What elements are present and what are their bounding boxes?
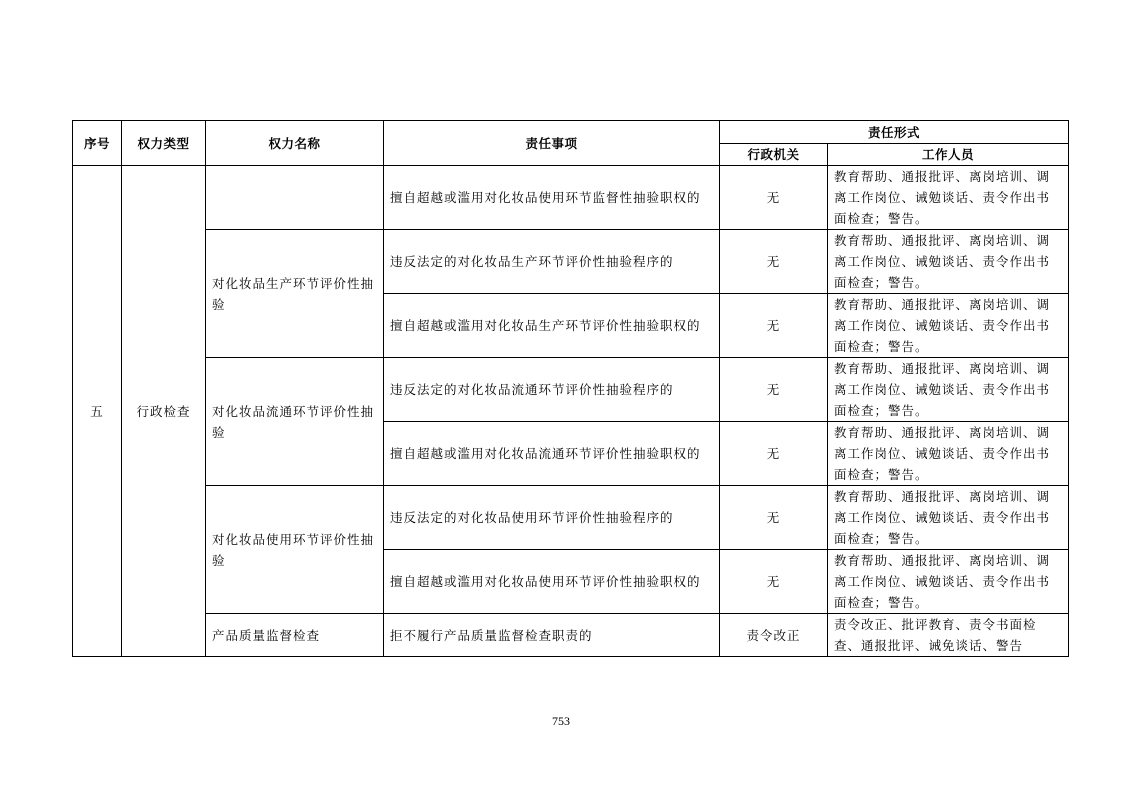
cell-admin: 无 bbox=[720, 230, 828, 294]
cell-matter: 违反法定的对化妆品生产环节评价性抽验程序的 bbox=[384, 230, 720, 294]
table-row bbox=[73, 614, 1069, 657]
cell-power-name: 对化妆品生产环节评价性抽验 bbox=[206, 230, 384, 358]
header-staff: 工作人员 bbox=[828, 144, 1069, 166]
cell-matter: 擅自超越或滥用对化妆品使用环节评价性抽验职权的 bbox=[384, 550, 720, 614]
cell-staff: 教育帮助、通报批评、离岗培训、调离工作岗位、诫勉谈话、责令作出书面检查；警告。 bbox=[828, 166, 1069, 230]
responsibility-table bbox=[72, 120, 1069, 657]
cell-admin: 无 bbox=[720, 422, 828, 486]
header-responsibility-form: 责任形式 bbox=[720, 121, 1069, 144]
cell-staff: 教育帮助、通报批评、离岗培训、调离工作岗位、诫勉谈话、责令作出书面检查；警告。 bbox=[828, 358, 1069, 422]
header-power-type: 权力类型 bbox=[122, 121, 206, 166]
cell-admin: 无 bbox=[720, 358, 828, 422]
page-number: 753 bbox=[552, 714, 570, 728]
table-row bbox=[73, 486, 1069, 550]
cell-seq: 五 bbox=[73, 166, 122, 657]
cell-matter: 擅自超越或滥用对化妆品生产环节评价性抽验职权的 bbox=[384, 294, 720, 358]
cell-admin: 无 bbox=[720, 166, 828, 230]
cell-staff: 教育帮助、通报批评、离岗培训、调离工作岗位、诫勉谈话、责令作出书面检查；警告。 bbox=[828, 550, 1069, 614]
cell-matter: 违反法定的对化妆品使用环节评价性抽验程序的 bbox=[384, 486, 720, 550]
cell-matter: 拒不履行产品质量监督检查职责的 bbox=[384, 614, 720, 657]
cell-admin: 无 bbox=[720, 294, 828, 358]
table-row bbox=[73, 166, 1069, 230]
cell-admin: 无 bbox=[720, 486, 828, 550]
cell-power-name-empty bbox=[206, 166, 384, 230]
header-power-name: 权力名称 bbox=[206, 121, 384, 166]
cell-matter: 擅自超越或滥用对化妆品流通环节评价性抽验职权的 bbox=[384, 422, 720, 486]
header-seq: 序号 bbox=[73, 121, 122, 166]
cell-staff: 教育帮助、通报批评、离岗培训、调离工作岗位、诫勉谈话、责令作出书面检查；警告。 bbox=[828, 486, 1069, 550]
cell-power-name: 对化妆品使用环节评价性抽验 bbox=[206, 486, 384, 614]
table-row bbox=[73, 230, 1069, 294]
cell-staff: 教育帮助、通报批评、离岗培训、调离工作岗位、诫勉谈话、责令作出书面检查；警告。 bbox=[828, 230, 1069, 294]
cell-matter: 违反法定的对化妆品流通环节评价性抽验程序的 bbox=[384, 358, 720, 422]
cell-power-type: 行政检查 bbox=[122, 166, 206, 657]
cell-staff: 教育帮助、通报批评、离岗培训、调离工作岗位、诫勉谈话、责令作出书面检查；警告。 bbox=[828, 422, 1069, 486]
cell-power-name: 产品质量监督检查 bbox=[206, 614, 384, 657]
header-admin-organ: 行政机关 bbox=[720, 144, 828, 166]
cell-staff: 教育帮助、通报批评、离岗培训、调离工作岗位、诫勉谈话、责令作出书面检查；警告。 bbox=[828, 294, 1069, 358]
cell-admin: 责令改正 bbox=[720, 614, 828, 657]
cell-staff: 责令改正、批评教育、责令书面检查、通报批评、诫免谈话、警告 bbox=[828, 614, 1069, 657]
table-row bbox=[73, 358, 1069, 422]
header-responsibility-matter: 责任事项 bbox=[384, 121, 720, 166]
header-row-1 bbox=[73, 121, 1069, 144]
cell-matter: 擅自超越或滥用对化妆品使用环节监督性抽验职权的 bbox=[384, 166, 720, 230]
cell-power-name: 对化妆品流通环节评价性抽验 bbox=[206, 358, 384, 486]
cell-admin: 无 bbox=[720, 550, 828, 614]
